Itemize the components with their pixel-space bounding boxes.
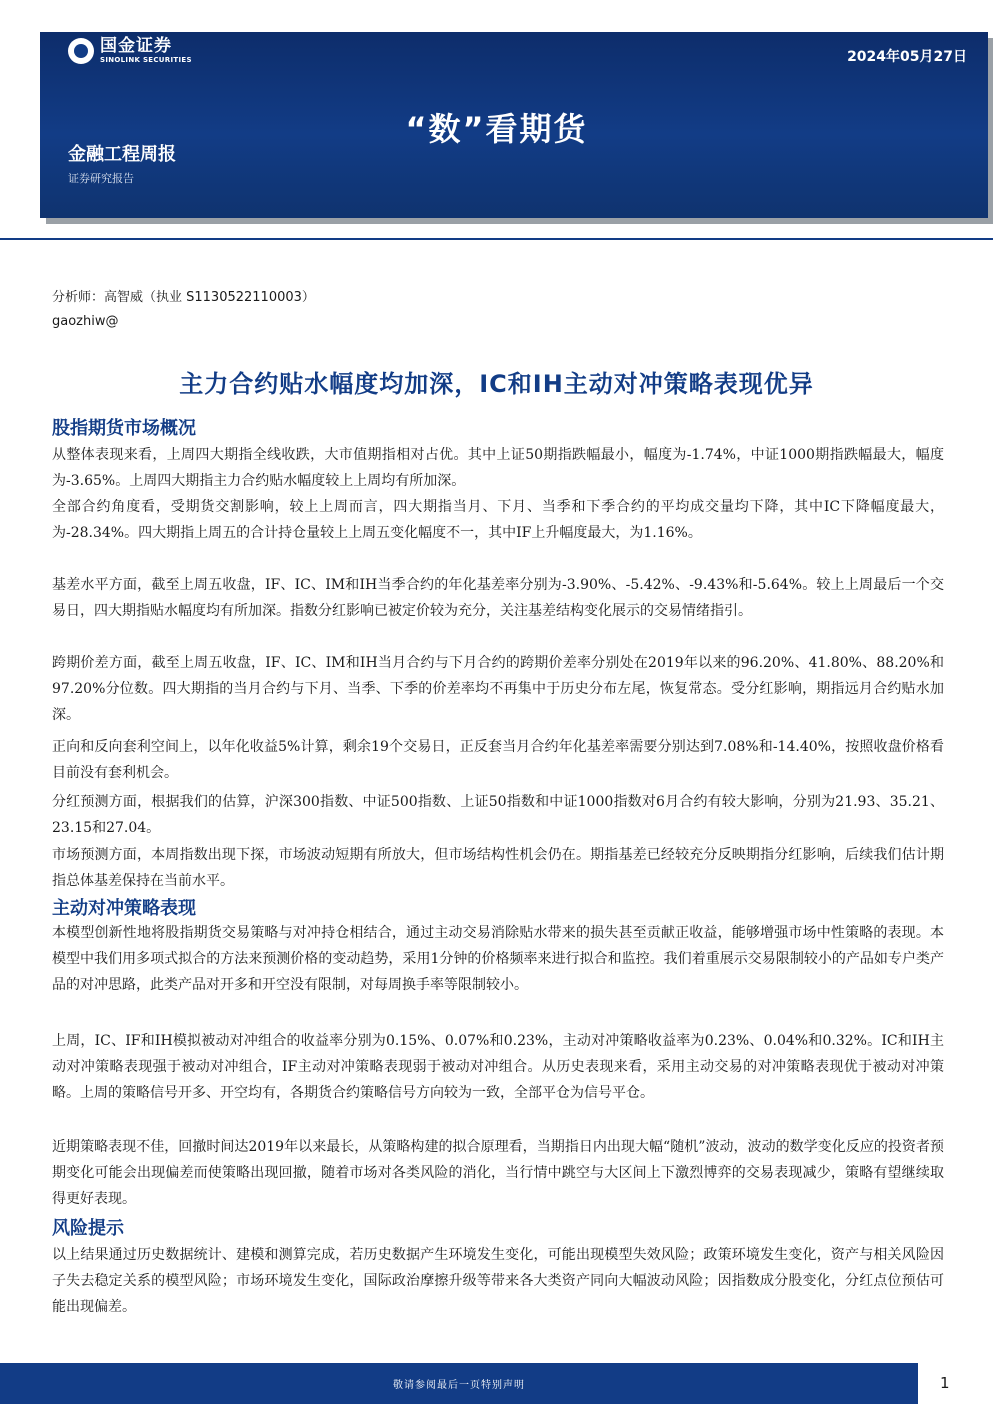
report-title: “数”看期货 <box>405 110 588 148</box>
analyst-info: 分析师：高智威（执业 S1130522110003） <box>52 290 315 305</box>
paragraph: 本模型创新性地将股指期货交易策略与对冲持仓相结合，通过主动交易消除贴水带来的损失甚至贡献正收益，能够增强市场中性策略的表现。本模型中我们用多项式拟合的方法来预测价格的变动趋势，采用1分钟的价格频率来进行拟合和监控。我们着重展示交易限制较小的产品如专户类产品的对冲思路，此类产品对开多和开空没有限制，对每周换手率等限制较小。 <box>52 925 944 993</box>
paragraph: 基差水平方面，截至上周五收盘，IF、IC、IM和IH当季合约的年化基差率分别为-3.90%、-5.42%、-9.43%和-5.64%。较上上周最后一个交易日，四大期指贴水幅度均有所加深。指数分红影响已被定价较为充分，关注基差结构变化展示的交易情绪指引。 <box>52 577 944 619</box>
analyst-email: gaozhiw@ <box>52 314 119 329</box>
paragraph: 上周，IC、IF和IH模拟被动对冲组合的收益率分别为0.15%、0.07%和0.23%，主动对冲策略收益率为0.23%、0.04%和0.32%。IC和IH主动对冲策略表现强于被动对冲组合，IF主动对冲策略表现弱于被动对冲组合。从历史表现来看，采用主动交易的对冲策略表现优于被动对冲策略。上周的策略信号开多、开空均有，各期货合约策略信号方向较为一致，全部平仓为信号平仓。 <box>52 1033 944 1101</box>
paragraph: 全部合约角度看，受期货交割影响，较上上周而言，四大期指当月、下月、当季和下季合约的平均成交量均下降，其中IC下降幅度最大，为-28.34%。四大期指上周五的合计持仓量较上上周五变化幅度不一，其中IF上升幅度最大，为1.16%。 <box>52 499 944 541</box>
page-number: 1 <box>940 1374 950 1392</box>
section-title-market-overview: 股指期货市场概况 <box>52 418 196 439</box>
report-date: 2024年05月27日 <box>847 49 967 65</box>
section-title-risk-warning: 风险提示 <box>52 1218 124 1239</box>
paragraph: 以上结果通过历史数据统计、建模和测算完成，若历史数据产生环境发生变化，可能出现模型失效风险；政策环境发生变化，资产与相关风险因子失去稳定关系的模型风险；市场环境发生变化，国际政治摩擦升级等带来各大类资产同向大幅波动风险；因指数成分股变化，分红点位预估可能出现偏差。 <box>52 1247 944 1315</box>
logo-name-cn: 国金证券 <box>100 36 172 56</box>
logo-name-en: SINOLINK SECURITIES <box>100 56 192 64</box>
section-title-active-hedging: 主动对冲策略表现 <box>52 898 196 919</box>
paragraph: 从整体表现来看，上周四大期指全线收跌，大市值期指相对占优。其中上证50期指跌幅最小，幅度为-1.74%，中证1000期指跌幅最大，幅度为-3.65%。上周四大期指主力合约贴水幅度较上上周均有所加深。 <box>52 447 944 489</box>
report-headline: 主力合约贴水幅度均加深，IC和IH主动对冲策略表现优异 <box>179 370 814 398</box>
report-type: 金融工程周报 <box>68 144 176 165</box>
logo-icon <box>68 38 94 64</box>
paragraph: 跨期价差方面，截至上周五收盘，IF、IC、IM和IH当月合约与下月合约的跨期价差率分别处在2019年以来的96.20%、41.80%、88.20%和97.20%分位数。四大期指的当月合约与下月、当季、下季的价差率均不再集中于历史分布左尾，恢复常态。受分红影响，期指远月合约贴水加深。 <box>52 655 944 723</box>
header-divider <box>0 238 993 240</box>
footer-disclaimer-note: 敬请参阅最后一页特别声明 <box>393 1380 525 1391</box>
paragraph: 正向和反向套利空间上，以年化收益5%计算，剩余19个交易日，正反套当月合约年化基差率需要分别达到7.08%和-14.40%，按照收盘价格看目前没有套利机会。 <box>52 739 944 781</box>
company-logo <box>68 38 192 64</box>
report-subtitle: 证券研究报告 <box>68 172 134 185</box>
paragraph: 近期策略表现不佳，回撤时间达2019年以来最长，从策略构建的拟合原理看，当期指日内出现大幅“随机”波动，波动的数学变化反应的投资者预期变化可能会出现偏差而使策略出现回撤，随着市场对各类风险的消化，当行情中跳空与大区间上下激烈博弈的交易表现减少，策略有望继续取得更好表现。 <box>52 1139 944 1207</box>
paragraph: 市场预测方面，本周指数出现下探，市场波动短期有所放大，但市场结构性机会仍在。期指基差已经较充分反映期指分红影响，后续我们估计期指总体基差保持在当前水平。 <box>52 847 944 889</box>
paragraph: 分红预测方面，根据我们的估算，沪深300指数、中证500指数、上证50指数和中证1000指数对6月合约有较大影响，分别为21.93、35.21、23.15和27.04。 <box>52 794 944 836</box>
